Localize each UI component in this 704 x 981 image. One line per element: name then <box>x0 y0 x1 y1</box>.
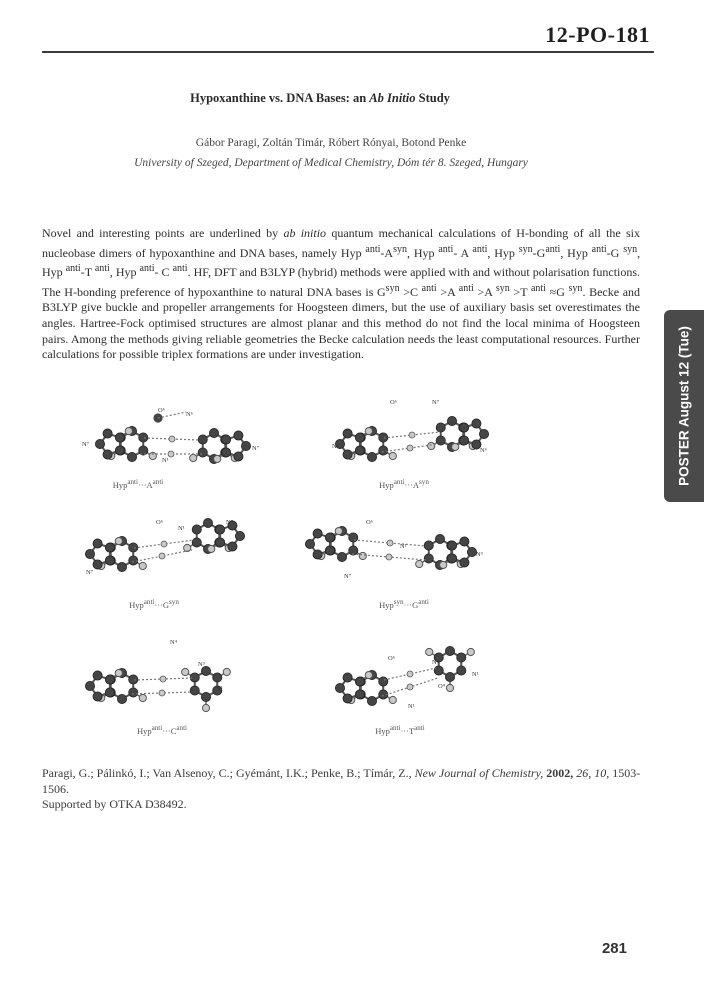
atom-label: N⁴ <box>170 639 177 646</box>
hydrogen-atom <box>190 454 197 461</box>
atom <box>139 433 148 442</box>
atom <box>325 546 334 555</box>
atom <box>129 688 138 697</box>
atom-label: N⁷ <box>432 399 439 406</box>
atom <box>235 531 244 540</box>
title-italic: Ab Initio <box>369 91 416 105</box>
atom-label: N⁷ <box>252 445 259 452</box>
atom <box>85 681 94 690</box>
atom-label: N³ <box>198 661 205 668</box>
atom <box>313 529 322 538</box>
atom <box>117 694 126 703</box>
atom <box>479 429 488 438</box>
atom <box>93 560 102 569</box>
atom <box>115 446 124 455</box>
atom <box>129 543 138 552</box>
hydrogen-atom <box>452 443 459 450</box>
hydrogen-atom <box>169 436 175 442</box>
atom-label: N⁷ <box>344 573 351 580</box>
atom-label: N³ <box>476 551 483 558</box>
atom-label: O⁶ <box>366 519 373 526</box>
atom-label: N³ <box>332 443 339 450</box>
molecule-hyp-anti-c-anti <box>66 630 256 726</box>
hydrogen-atom <box>440 561 447 568</box>
hydrogen-atom <box>335 527 342 534</box>
atom <box>367 696 376 705</box>
molecule-hyp-anti-t-anti <box>320 618 510 726</box>
atom-label: O⁴ <box>438 683 445 690</box>
hydrogen-atom <box>214 455 221 462</box>
atom-label: O⁶ <box>156 519 163 526</box>
atom <box>234 452 243 461</box>
atom-label: O⁶ <box>390 399 397 406</box>
atom <box>93 692 102 701</box>
atom <box>355 690 364 699</box>
caption-2: $Hyp^{anti}\cdot\cdot\cdot A^{syn}$ <box>379 478 429 490</box>
molecule-hyp-anti-a-anti <box>62 396 282 482</box>
molecule-hyp-anti-g-syn <box>66 494 276 592</box>
atom-label: N¹ <box>400 543 407 550</box>
hydrogen-atom <box>139 694 146 701</box>
references <box>42 766 642 813</box>
hydrogen-atom <box>125 427 132 434</box>
atom-label: N⁶ <box>186 411 193 418</box>
atom <box>190 686 199 695</box>
hydrogen-atom <box>428 442 435 449</box>
atom <box>105 675 114 684</box>
atom <box>115 433 124 442</box>
atom <box>379 433 388 442</box>
atom <box>203 518 212 527</box>
atom <box>241 441 250 450</box>
hydrogen-atom <box>409 432 415 438</box>
hydrogen-atom <box>159 553 165 559</box>
atom <box>379 677 388 686</box>
atom <box>222 435 231 444</box>
hydrogen-atom <box>389 696 396 703</box>
atom <box>436 423 445 432</box>
hydrogen-atom <box>223 668 230 675</box>
hydrogen-atom <box>467 648 474 655</box>
hydrogen-atom <box>208 545 215 552</box>
atom-label: N¹ <box>216 685 223 692</box>
atom <box>343 694 352 703</box>
atom <box>460 537 469 546</box>
hydrogen-atom <box>159 690 165 696</box>
hydrogen-atom <box>426 648 433 655</box>
reference-1: Paragi, G.; Pálinkó, I.; Van Alsenoy, C.; Gyémánt, I.K.; Penke, B.; Tímár, Z., New Journal of Chemistry, 2002, 26, 10, 1503-1506. <box>42 766 641 796</box>
atom <box>343 429 352 438</box>
hydrogen-atom <box>161 541 167 547</box>
affiliation: University of Szeged, Department of Medical Chemistry, Dóm tér 8. Szeged, Hungary <box>134 157 528 169</box>
atom <box>105 688 114 697</box>
atom <box>201 692 210 701</box>
atom <box>192 538 201 547</box>
atom-label: N⁷ <box>82 441 89 448</box>
atom <box>460 423 469 432</box>
atom <box>95 439 104 448</box>
atom-label: N¹ <box>162 457 169 464</box>
hydrogen-atom <box>389 452 396 459</box>
atom <box>222 448 231 457</box>
atom <box>434 666 443 675</box>
atom <box>198 448 207 457</box>
hydrogen-atom <box>115 537 122 544</box>
atom <box>457 666 466 675</box>
hydrogen-atom <box>446 684 453 691</box>
atom <box>105 543 114 552</box>
atom <box>313 550 322 559</box>
atom <box>472 419 481 428</box>
hydrogen-atom <box>160 676 166 682</box>
atom-label: N⁷ <box>86 569 93 576</box>
atom <box>337 552 346 561</box>
atom <box>448 541 457 550</box>
hydrogen-atom <box>139 562 146 569</box>
hydrogen-atom <box>182 668 189 675</box>
atom <box>209 428 218 437</box>
atom <box>127 452 136 461</box>
atom-label: O⁶ <box>158 407 165 414</box>
caption-4: $Hyp^{syn}\cdot\cdot\cdot G^{anti}$ <box>379 598 429 610</box>
atom <box>93 671 102 680</box>
authors: Gábor Paragi, Zoltán Timár, Róbert Rónyai, Botond Penke <box>195 137 467 149</box>
support-note: Supported by OTKA D38492. <box>42 797 187 811</box>
hydrogen-atom <box>365 671 372 678</box>
molecule-hyp-anti-a-syn <box>312 392 522 484</box>
caption-1: $Hyp^{anti}\cdot\cdot\cdot A^{anti}$ <box>112 478 164 490</box>
atom <box>445 646 454 655</box>
atom <box>424 554 433 563</box>
atom <box>457 653 466 662</box>
hydrogen-atom <box>407 445 413 451</box>
atom <box>335 683 344 692</box>
atom <box>305 539 314 548</box>
atom <box>228 542 237 551</box>
atom-label: N¹ <box>408 703 415 710</box>
atom <box>216 538 225 547</box>
atom <box>198 435 207 444</box>
hydrogen-atom <box>115 669 122 676</box>
atom <box>93 539 102 548</box>
hydrogen-atom <box>416 560 423 567</box>
hydrogen-atom <box>359 552 366 559</box>
atom <box>103 429 112 438</box>
atom <box>117 562 126 571</box>
atom <box>234 431 243 440</box>
atom <box>447 416 456 425</box>
atom <box>355 677 364 686</box>
atom <box>445 672 454 681</box>
atom <box>460 558 469 567</box>
atom <box>105 556 114 565</box>
atom-label: N⁷ <box>226 519 233 526</box>
atom <box>349 533 358 542</box>
atom <box>460 436 469 445</box>
poster-id: 12-PO-181 <box>545 22 650 47</box>
atom <box>367 452 376 461</box>
hydrogen-atom <box>202 704 209 711</box>
atom <box>379 446 388 455</box>
atom-label: O⁶ <box>388 655 395 662</box>
atom-label: N⁶ <box>480 447 487 454</box>
atom <box>216 525 225 534</box>
title-pre: Hypoxanthine vs. DNA Bases: an <box>190 91 370 105</box>
caption-3: $Hyp^{anti}\cdot\cdot\cdot G^{syn}$ <box>129 598 179 610</box>
atom <box>424 541 433 550</box>
atom-label: N¹ <box>472 671 479 678</box>
caption-6: $Hyp^{anti}\cdot\cdot\cdot T^{anti}$ <box>375 724 425 736</box>
title-post: Study <box>415 91 450 105</box>
molecule-hyp-syn-g-anti <box>280 494 510 592</box>
atom <box>129 675 138 684</box>
atom <box>355 433 364 442</box>
page-number: 281 <box>601 940 627 957</box>
side-tab <box>664 310 704 502</box>
atom <box>448 554 457 563</box>
atom-label: N¹ <box>178 525 185 532</box>
atom-label: N³ <box>432 659 439 666</box>
abstract: Novel and interesting points are underlined by ab initio quantum mechanical calculations of H-bonding of all the six nucleobase dimers of hypoxanthine and DNA bases, namely Hyp $^{anti}-A^{syn}$, Hyp $^{anti}$- A $^{anti}$, Hyp $^{syn}-G^{anti}$, Hyp $^{anti}$-G $^{syn}$, Hyp $^{anti}$-T $^{anti}$, Hyp $^{anti}$- C $^{anti}$. HF, DFT and B3LYP (hybrid) methods were applied with and without polarisation functions. The H-bonding preference of hypoxanthine to natural DNA bases is $G^{syn} >C$ $^{anti}$ >A $^{anti}$ >A $^{syn}$ >T $^{anti}$ ≈G $^{syn}$. Becke and B3LYP give buckle and propeller arrangements for Hoogsteen dimers, but the use of auxiliary basis set overestimates the angles. Hartree-Fock optimised structures are almost planar and this method do not find the local minima of Hoogsteen pairs. Among the methods giving reliable geometries the Becke calculation needs the least computational resources. Further calculations for possible triplex formations are under investigation. <box>42 226 641 362</box>
hydrogen-atom <box>387 540 393 546</box>
hydrogen-atom <box>168 451 174 457</box>
atom <box>343 450 352 459</box>
atom <box>213 673 222 682</box>
hydrogen-atom <box>407 671 413 677</box>
atom <box>343 673 352 682</box>
atom <box>192 525 201 534</box>
side-tab-label: POSTER August 12 (Tue) <box>676 326 692 486</box>
atom <box>435 534 444 543</box>
atom <box>85 549 94 558</box>
hydrogen-atom <box>365 427 372 434</box>
header-rule <box>42 51 654 53</box>
hydrogen-atom <box>386 554 392 560</box>
paper-title <box>0 91 640 106</box>
atom <box>325 533 334 542</box>
caption-5: $Hyp^{anti}\cdot\cdot\cdot C^{anti}$ <box>136 724 188 736</box>
hydrogen-atom <box>407 684 413 690</box>
atom <box>103 450 112 459</box>
atom <box>355 446 364 455</box>
